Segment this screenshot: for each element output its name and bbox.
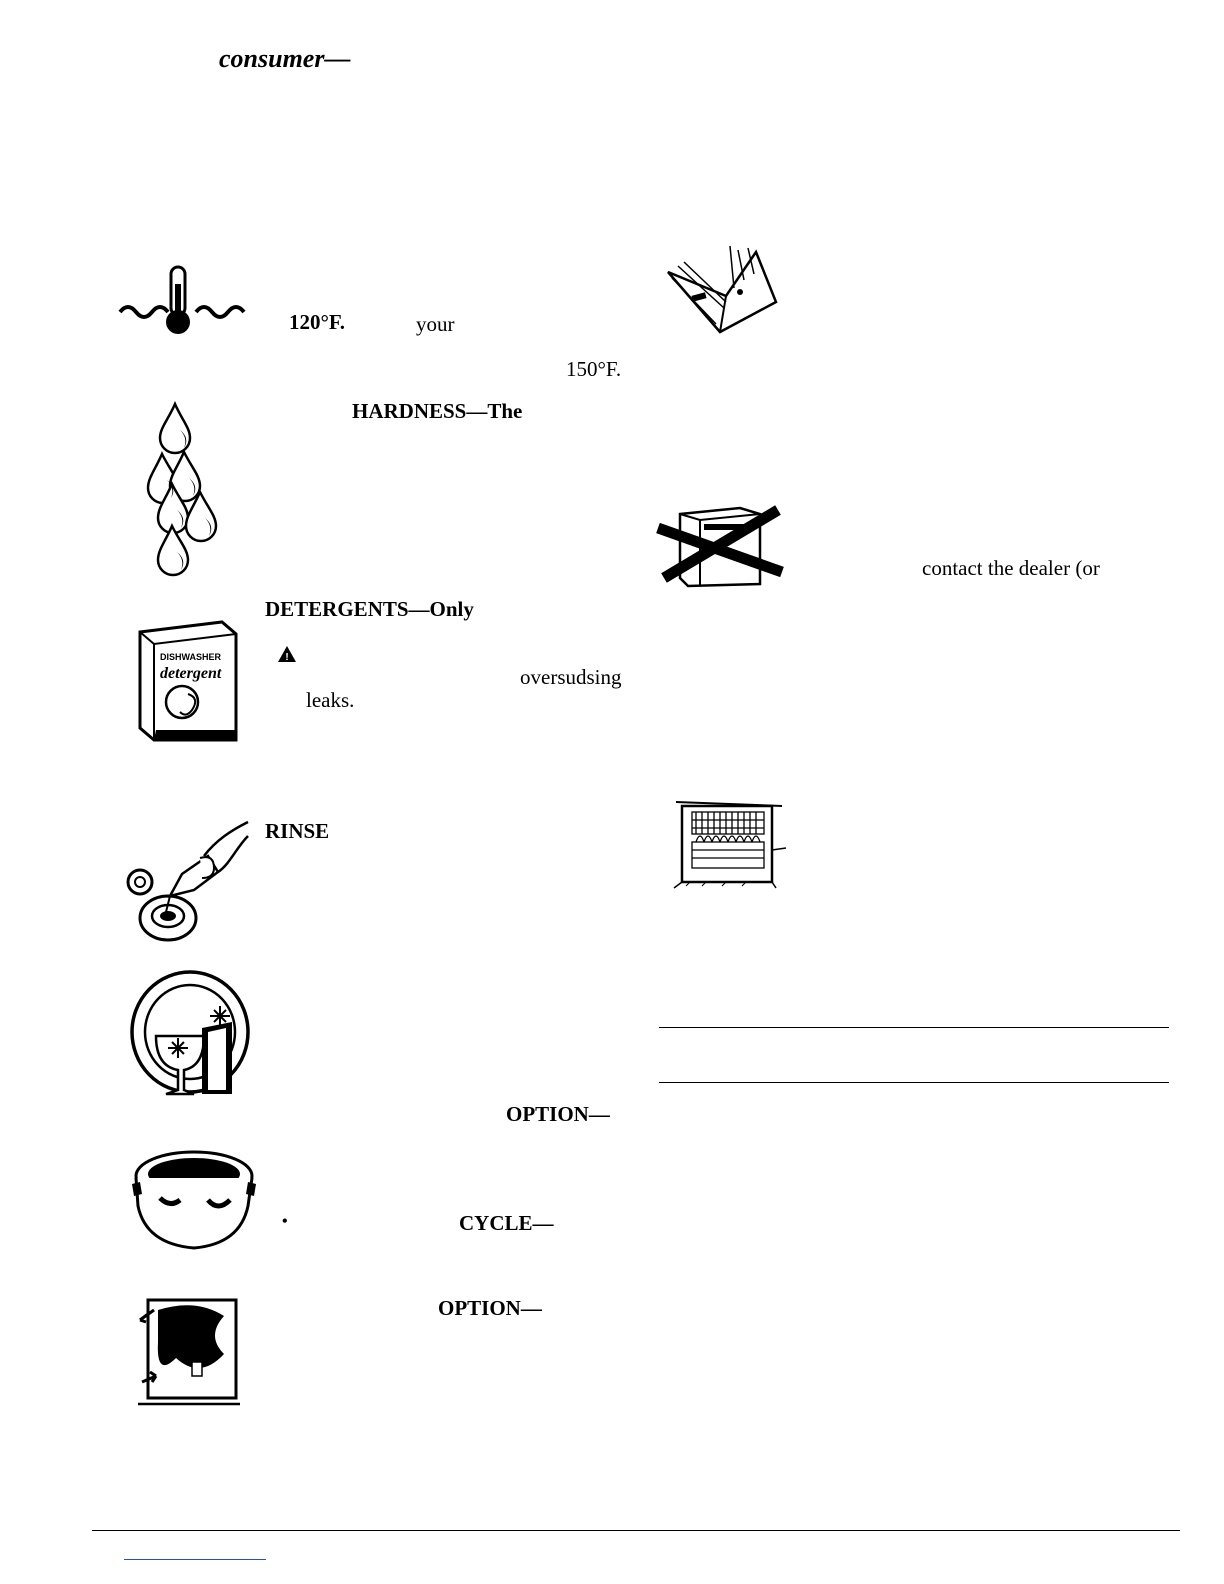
detergents-label: DETERGENTS—Only xyxy=(265,597,474,621)
footer-link-underline[interactable] xyxy=(124,1559,266,1560)
right-column-rule-bottom xyxy=(659,1082,1169,1083)
detergent-box-text-top: DISHWASHER xyxy=(160,652,222,662)
booklet-icon xyxy=(664,244,784,340)
do-not-dishwasher-icon xyxy=(656,500,786,588)
water-temp-max: 150°F. xyxy=(566,357,622,381)
service-text: contact the dealer (or xyxy=(922,556,1100,580)
warning-icon xyxy=(277,645,297,663)
rinse-label: RINSE xyxy=(265,819,330,843)
option-2-label: OPTION— xyxy=(438,1296,542,1320)
water-temp-value: 120°F. xyxy=(289,310,346,334)
warning-oversudsing: oversudsing xyxy=(520,665,622,689)
cycle-bullet: • xyxy=(282,1213,288,1230)
option-1-label: OPTION— xyxy=(506,1102,610,1126)
right-column-rule-top xyxy=(659,1027,1169,1028)
hardness-label: HARDNESS—The xyxy=(352,399,523,423)
footer-rule xyxy=(92,1530,1180,1531)
detergent-box-icon xyxy=(136,620,240,742)
warning-leaks: leaks. xyxy=(306,688,355,712)
thermometer-icon xyxy=(118,262,248,342)
detergent-box-text-brand: detergent xyxy=(160,665,222,682)
pot-icon xyxy=(130,1140,258,1252)
dishwasher-dry-icon xyxy=(136,1292,242,1408)
sparkling-dishes-icon xyxy=(128,970,254,1098)
water-drops-icon xyxy=(140,400,230,580)
svg-text:!: ! xyxy=(285,652,289,663)
rinse-agent-icon xyxy=(120,800,260,950)
header-fragment: consumer— xyxy=(219,44,351,73)
cycle-label: CYCLE— xyxy=(459,1211,554,1235)
water-temp-word: your xyxy=(416,312,455,336)
dishwasher-racks-icon xyxy=(672,798,788,890)
